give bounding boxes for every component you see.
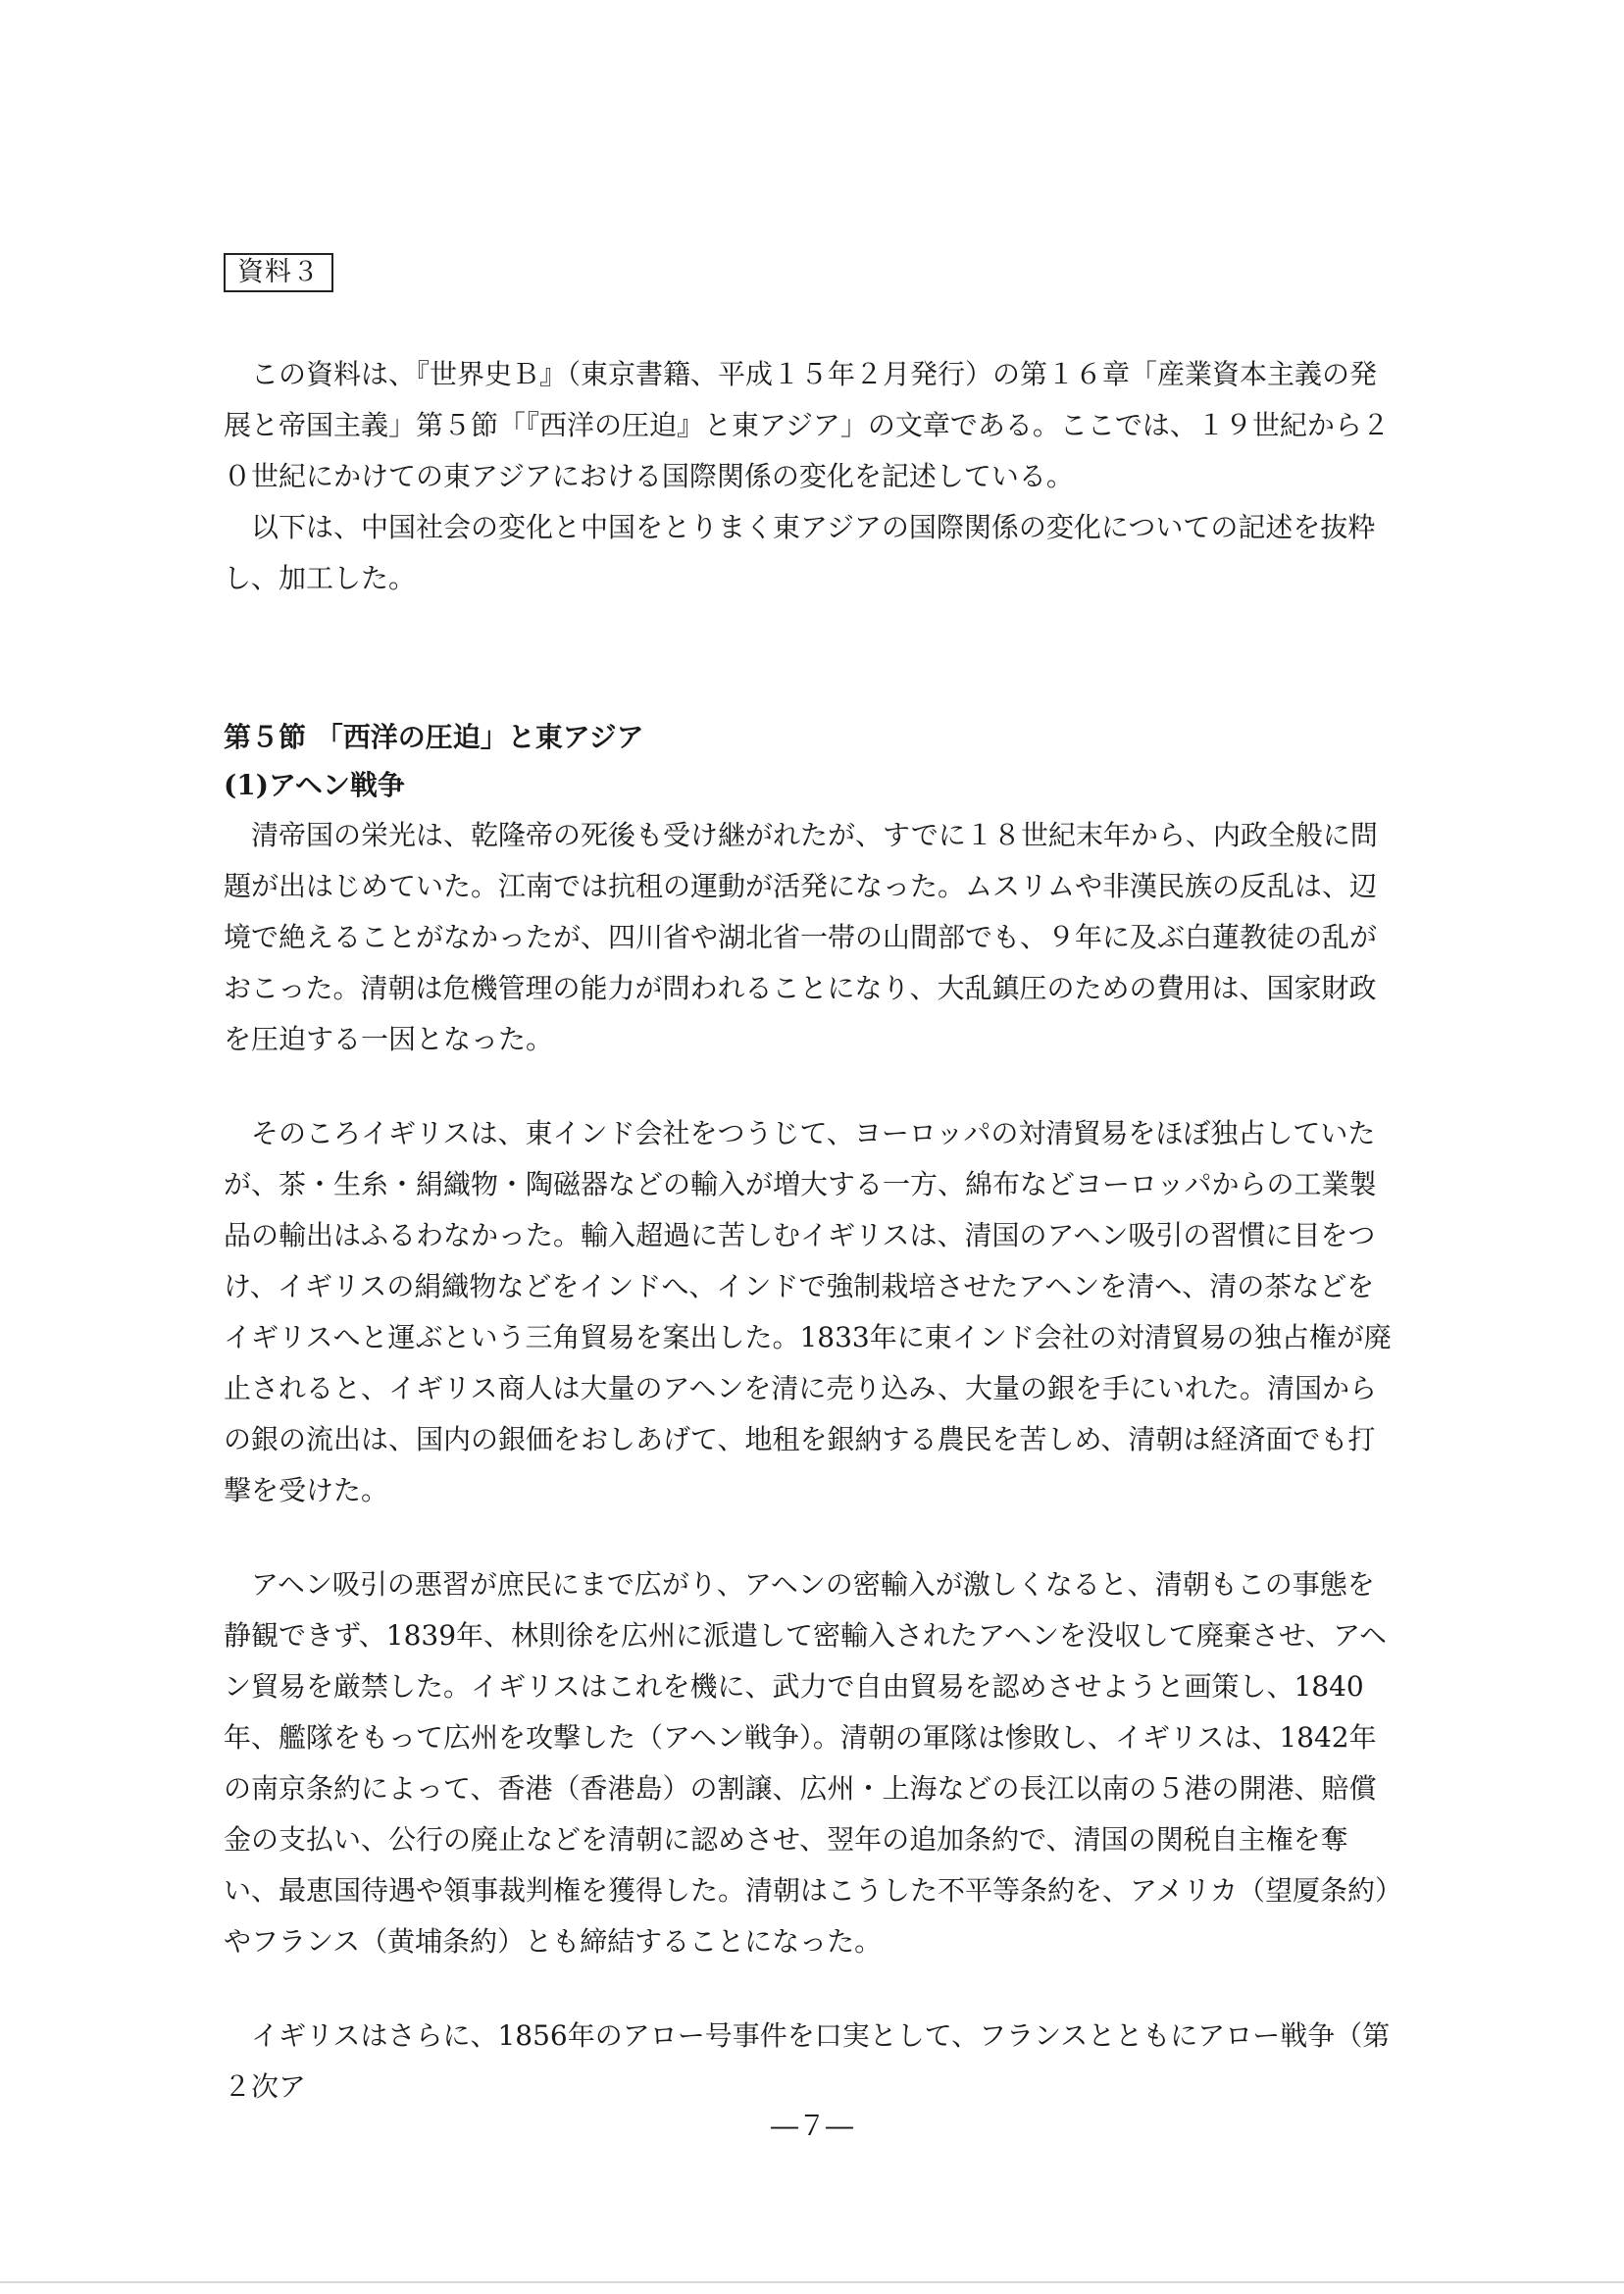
intro-paragraph: 以下は、中国社会の変化と中国をとりまく東アジアの国際関係の変化についての記述を抜粋し、加工した。 [224, 511, 1376, 594]
intro-block [224, 349, 1400, 604]
body-paragraph: イギリスはさらに、1856年のアロー号事件を口実として、フランスとともにアロー戦争（第２次ア [224, 2019, 1391, 2103]
body-paragraph: そのころイギリスは、東インド会社をつうじて、ヨーロッパの対清貿易をほぼ独占していたが、茶・生糸・絹織物・陶磁器などの輸入が増大する一方、綿布などヨーロッパからの工業製品の輸出はふるわなかった。輸入超過に苦しむイギリスは、清国のアヘン吸引の習慣に目をつけ、イギリスの絹織物などをインドへ、インドで強制栽培させたアヘンを清へ、清の茶などをイギリスへと運ぶという三角貿易を案出した。1833年に東インド会社の対清貿易の独占権が廃止されると、イギリス商人は大量のアヘンを清に売り込み、大量の銀を手にいれた。清国からの銀の流出は、国内の銀価をおしあげて、地租を銀納する農民を苦しめ、清朝は経済面でも打撃を受けた。 [224, 1117, 1392, 1506]
bottom-divider [0, 2281, 1624, 2283]
intro-paragraph: この資料は、『世界史Ｂ』（東京書籍、平成１５年２月発行）の第１６章「産業資本主義の発展と帝国主義」第５節「『西洋の圧迫』と東アジア」の文章である。ここでは、１９世紀から２０世紀にかけての東アジアにおける国際関係の変化を記述している。 [224, 358, 1390, 492]
section-block [224, 714, 1400, 2113]
section-body [224, 810, 1400, 2113]
subsection-title: (1)アヘン戦争 [224, 769, 405, 801]
section-title: 第５節 「西洋の圧迫」と東アジア [224, 721, 644, 753]
page-number: ―７― [770, 2110, 853, 2142]
material-label: 資料３ [224, 253, 333, 292]
body-paragraph: 清帝国の栄光は、乾隆帝の死後も受け継がれたが、すでに１８世紀末年から、内政全般に問題が出はじめていた。江南では抗租の運動が活発になった。ムスリムや非漢民族の反乱は、辺境で絶えることがなかったが、四川省や湖北省一帯の山間部でも、９年に及ぶ白蓮教徒の乱がおこった。清朝は危機管理の能力が問われることになり、大乱鎮圧のための費用は、国家財政を圧迫する一因となった。 [224, 819, 1378, 1055]
body-paragraph: アヘン吸引の悪習が庶民にまで広がり、アヘンの密輸入が激しくなると、清朝もこの事態を静観できず、1839年、林則徐を広州に派遣して密輸入されたアヘンを没収して廃棄させ、アヘン貿易を厳禁した。イギリスはこれを機に、武力で自由貿易を認めさせようと画策し、1840年、艦隊をもって広州を攻撃した（アヘン戦争）。清朝の軍隊は惨敗し、イギリスは、1842年の南京条約によって、香港（香港島）の割譲、広州・上海などの長江以南の５港の開港、賠償金の支払い、公行の廃止などを清朝に認めさせ、翌年の追加条約で、清国の関税自主権を奪い、最恵国待遇や領事裁判権を獲得した。清朝はこうした不平等条約を、アメリカ（望厦条約）やフランス（黄埔条約）とも締結することになった。 [224, 1568, 1390, 1958]
